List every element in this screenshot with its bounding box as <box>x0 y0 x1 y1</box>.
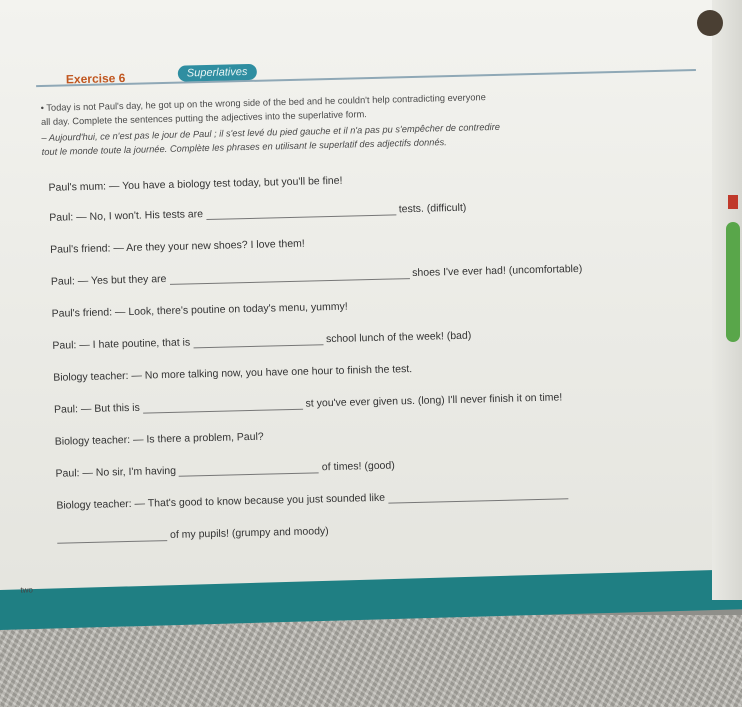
instruction-line: all day. Complete the sentences putting the adjectives into the superlative form. <box>40 109 367 128</box>
dialogue-text: Paul: — I hate poutine, that is <box>52 336 191 352</box>
page-number: two <box>20 585 33 595</box>
answer-blank[interactable] <box>388 498 568 503</box>
dialogue-text: Paul's friend: — Are they your new shoes? I love them! <box>49 237 305 256</box>
answer-blank[interactable] <box>179 472 319 476</box>
dialogue-text: Paul: — No, I won't. His tests are <box>49 208 204 224</box>
dialogue-text: Paul's mum: — You have a biology test today, but you'll be fine! <box>48 174 343 194</box>
dialogue-line <box>56 487 568 511</box>
dialogue-text: Paul: — But this is <box>53 401 140 416</box>
dialogue-text: Paul: — No sir, I'm having <box>55 464 177 480</box>
red-tab-marker <box>728 195 738 209</box>
dialogue-line <box>57 525 329 544</box>
dialogue-line <box>52 330 471 352</box>
dialogue-hint: st you've ever given us. (long) I'll never finish it on time! <box>305 391 563 410</box>
instruction-line-fr: – Aujourd'hui, ce n'est pas le jour de Paul ; il s'est levé du pied gauche et il n'a pas pu s'empêcher de contredire <box>41 121 501 144</box>
dialogue-line <box>49 202 466 224</box>
dialogue-text: Biology teacher: — Is there a problem, Paul? <box>54 430 264 448</box>
dialogue-text: Paul's friend: — Look, there's poutine on today's menu, yummy! <box>51 300 348 320</box>
exercise-title: Exercise 6 <box>65 70 126 87</box>
answer-blank[interactable] <box>169 278 409 285</box>
dialogue-hint: tests. (difficult) <box>398 201 467 216</box>
carpet-background <box>0 615 742 707</box>
dialogue-hint: of times! (good) <box>321 459 395 474</box>
dialogue-line <box>48 175 342 194</box>
dialogue-line <box>51 263 583 288</box>
dialogue-line <box>55 431 264 448</box>
dialogue-hint: school lunch of the week! (bad) <box>325 329 472 346</box>
dialogue-line <box>55 459 394 479</box>
answer-blank[interactable] <box>57 540 167 544</box>
dialogue-text: Biology teacher: — No more talking now, you have one hour to finish the test. <box>53 363 413 384</box>
answer-blank[interactable] <box>206 214 396 220</box>
instruction-line: • Today is not Paul's day, he got up on the wrong side of the bed and he couldn't help contradicting everyone <box>40 92 486 114</box>
answer-blank[interactable] <box>143 409 303 414</box>
header-rule <box>36 69 696 87</box>
exercise-topic-badge: Superlatives <box>178 64 257 82</box>
instruction-line-fr: tout le monde toute la journée. Complète les phrases en utilisant le superlatif des adjectifs donnés. <box>41 137 447 158</box>
dialogue-text: Biology teacher: — That's good to know because you just sounded like <box>56 491 386 512</box>
dialogue-line <box>52 301 348 320</box>
dialogue-hint: of my pupils! (grumpy and moody) <box>169 525 329 542</box>
dialogue-hint: shoes I've ever had! (uncomfortable) <box>412 262 583 280</box>
dialogue-line <box>50 238 305 256</box>
dialogue-line <box>54 391 563 415</box>
dialogue-line <box>53 363 412 384</box>
dialogue-text: Paul: — Yes but they are <box>50 273 167 288</box>
answer-blank[interactable] <box>193 344 323 348</box>
